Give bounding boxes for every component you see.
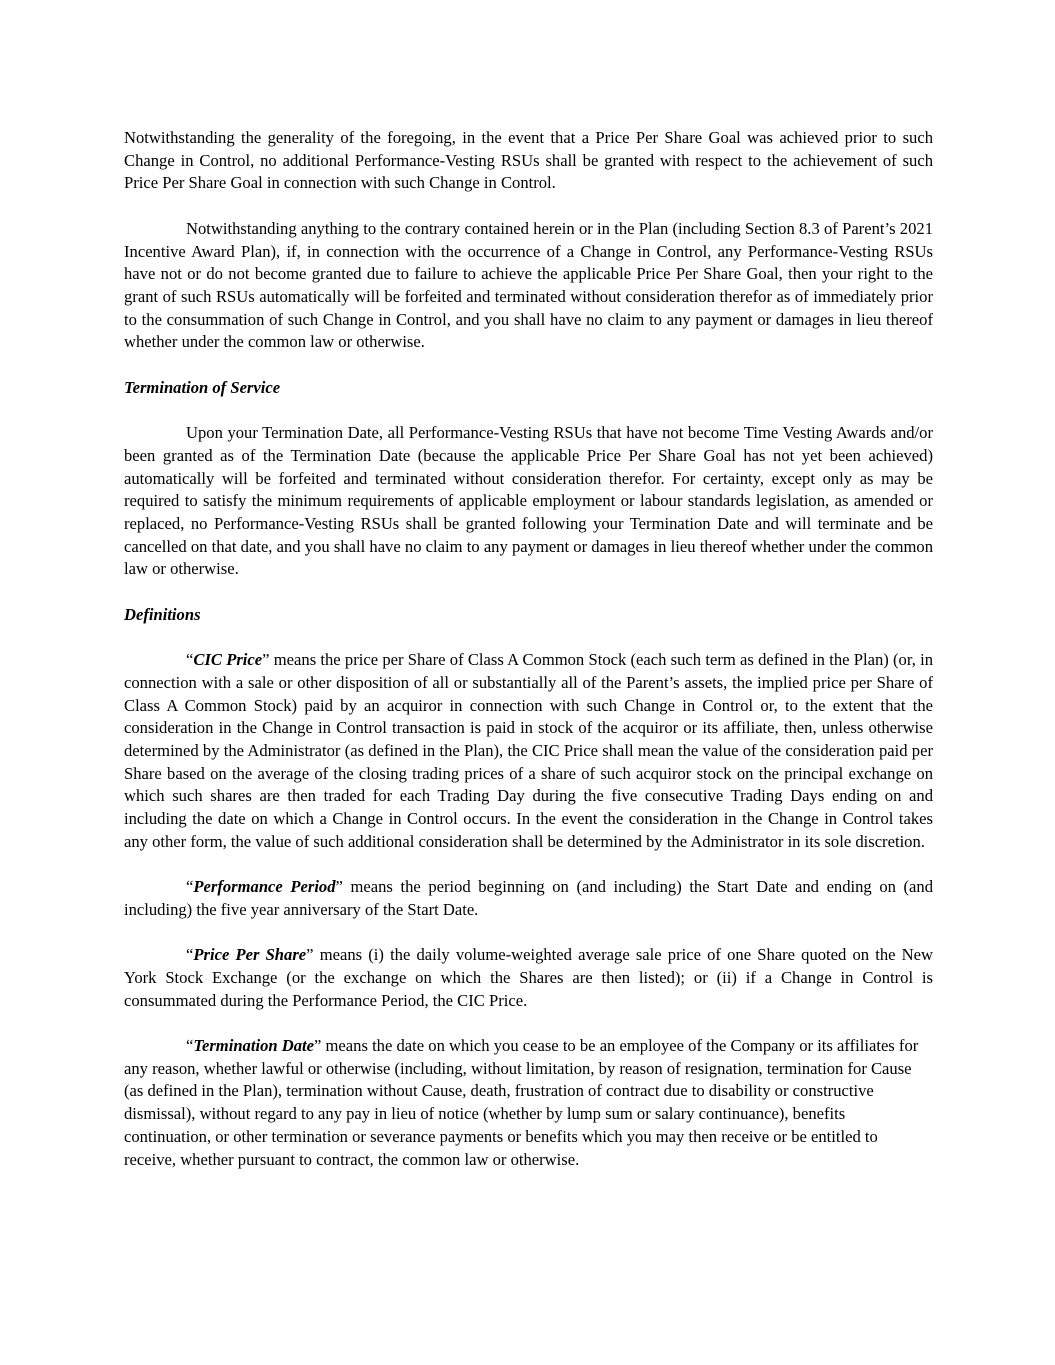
- defined-term-performance-period: Performance Period: [193, 877, 336, 897]
- paragraph-notwithstanding-plan: Notwithstanding anything to the contrary contained herein or in the Plan (including Section 8.3 of Parent’s 2021 Incentive Award Plan), if, in connection with the occurrence of a Change in Control, any Performance-Vesting RSUs have not or do not become granted due to failure to achieve the applicable Price Per Share Goal, then your right to the grant of such RSUs automatically will be forfeited and terminated without consideration therefor as of immediately prior to the consummation of such Change in Control, and you shall have no claim to any payment or damages in lieu thereof whether under the common law or otherwise.: [124, 218, 933, 352]
- definition-cic-price: [124, 649, 933, 853]
- paragraph-change-in-control-proviso: Notwithstanding the generality of the foregoing, in the event that a Price Per Share Goal was achieved prior to such Change in Control, no additional Performance-Vesting RSUs shall be granted with respect to the achievement of such Price Per Share Goal in connection with such Change in Control.: [124, 128, 933, 193]
- open-quote: “: [186, 945, 194, 965]
- defined-term-termination-date: Termination Date: [193, 1036, 315, 1055]
- definition-text: ” means the price per Share of Class A Common Stock (each such term as defined in the Plan) (or, in connection with a sale or other disposition of all or substantially all of the Parent’s assets, the implied price per Share of Class A Common Stock) paid by an acquiror in connection with such Change in Control or, to the extent that the consideration in the Change in Control transaction is paid in stock of the acquiror or its affiliate, then, unless otherwise determined by the Administrator (as defined in the Plan), the CIC Price shall mean the value of the consideration paid per Share based on the average of the closing trading prices of a share of such acquiror stock on the principal exchange on which such shares are then traded for each Trading Day during the five consecutive Trading Days ending on and including the date on which a Change in Control occurs. In the event the consideration in the Change in Control takes any other form, the value of such additional consideration shall be determined by the Administrator in its sole discretion.: [124, 650, 933, 851]
- section-heading-definitions: Definitions: [124, 604, 201, 624]
- open-quote: “: [186, 877, 194, 897]
- definition-text: ” means the period beginning on (and including) the Start Date and ending on (and including) the five year anniversary of the Start Date.: [124, 877, 933, 919]
- definition-termination-date: [124, 1035, 933, 1171]
- definition-price-per-share: [124, 944, 933, 1012]
- open-quote: “: [186, 1036, 194, 1055]
- open-quote: “: [186, 650, 194, 670]
- definition-performance-period: [124, 876, 933, 921]
- paragraph-termination-of-service-body: Upon your Termination Date, all Performance-Vesting RSUs that have not become Time Vesting Awards and/or been granted as of the Termination Date (because the applicable Price Per Share Goal has not yet been achieved) automatically will be forfeited and terminated without consideration therefor. For certainty, except only as may be required to satisfy the minimum requirements of applicable employment or labour standards legislation, as amended or replaced, no Performance-Vesting RSUs shall be granted following your Termination Date and will terminate and be cancelled on that date, and you shall have no claim to any payment or damages in lieu thereof whether under the common law or otherwise.: [124, 423, 933, 579]
- definition-text: ” means the date on which you cease to be an employee of the Company or its affiliates for any reason, whether lawful or otherwise (including, without limitation, by reason of resignation, termination for Cause (as defined in the Plan), termination without Cause, death, frustration of contract due to disability or constructive dismissal), without regard to any pay in lieu of notice (whether by lump sum or salary continuance), benefits continuation, or other termination or severance payments or benefits which you may then receive or be entitled to receive, whether pursuant to contract, the common law or otherwise.: [124, 1036, 919, 1169]
- definition-text: ” means (i) the daily volume-weighted average sale price of one Share quoted on the New York Stock Exchange (or the exchange on which the Shares are then listed); or (ii) if a Change in Control is consummated during the Performance Period, the CIC Price.: [124, 945, 933, 1010]
- defined-term-price-per-share: Price Per Share: [193, 945, 307, 965]
- section-heading-termination-of-service: Termination of Service: [124, 377, 281, 397]
- defined-term-cic-price: CIC Price: [193, 650, 263, 670]
